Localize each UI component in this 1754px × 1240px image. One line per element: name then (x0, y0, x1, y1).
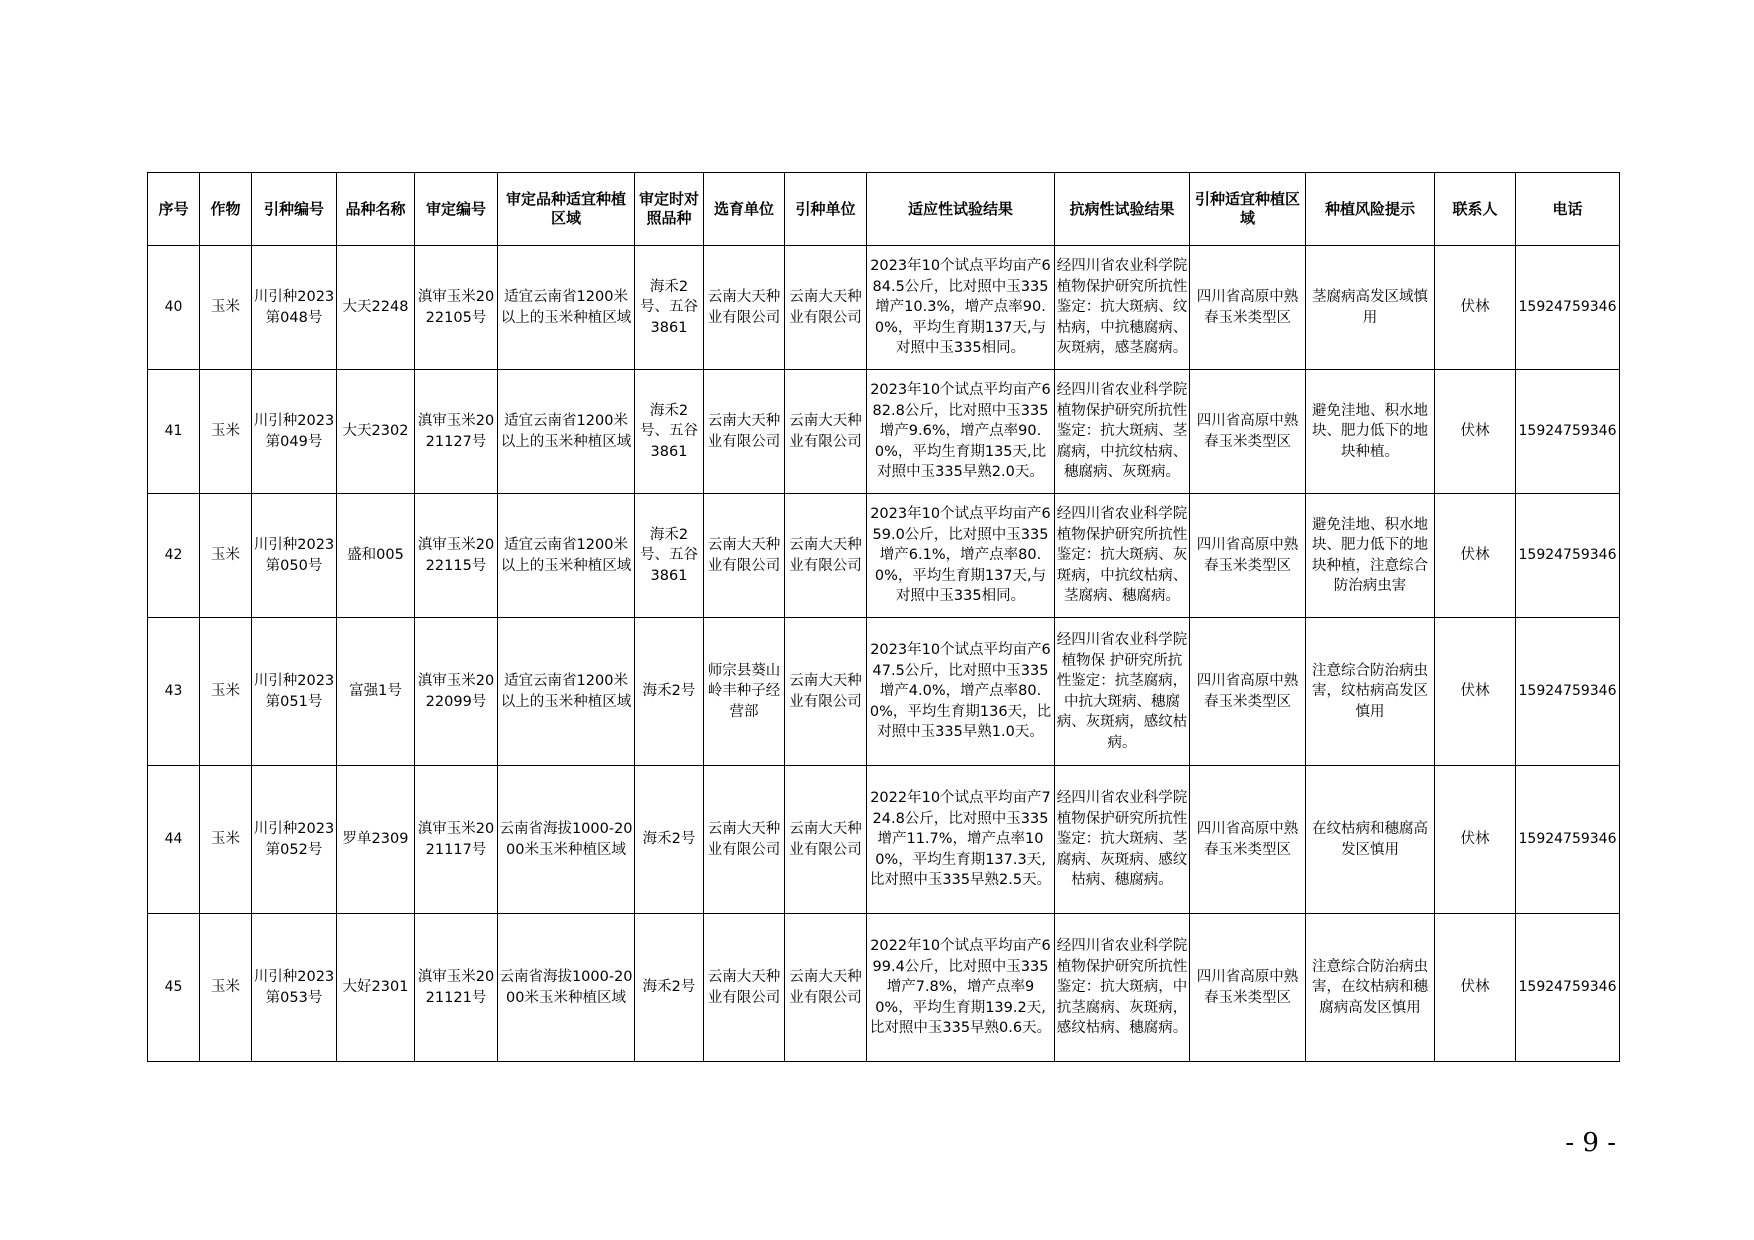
table-cell: 云南省海拔1000-2000米玉米种植区域 (498, 766, 635, 914)
table-cell: 四川省高原中熟春玉米类型区 (1190, 914, 1306, 1062)
table-cell: 滇审玉米2022105号 (415, 246, 498, 370)
table-cell: 经四川省农业科学院植物保护研究所抗性鉴定：抗大斑病，中抗茎腐病、灰斑病，感纹枯病、穗腐病。 (1055, 914, 1190, 1062)
table-cell: 茎腐病高发区域慎用 (1306, 246, 1435, 370)
column-header: 品种名称 (337, 173, 415, 246)
table-cell: 富强1号 (337, 618, 415, 766)
table-cell: 2022年10个试点平均亩产699.4公斤，比对照中玉335增产7.8%，增产点率90%，平均生育期139.2天,比对照中玉335早熟0.6天。 (867, 914, 1055, 1062)
column-header: 联系人 (1435, 173, 1516, 246)
table-cell: 滇审玉米2022115号 (415, 494, 498, 618)
table-cell: 44 (148, 766, 200, 914)
table-cell: 云南大天种业有限公司 (704, 914, 785, 1062)
table-cell: 玉米 (200, 618, 252, 766)
table-cell: 云南大天种业有限公司 (785, 370, 867, 494)
table-cell: 大天2302 (337, 370, 415, 494)
table-cell: 滇审玉米2021121号 (415, 914, 498, 1062)
column-header: 作物 (200, 173, 252, 246)
table-cell: 15924759346 (1516, 766, 1620, 914)
table-cell: 四川省高原中熟春玉米类型区 (1190, 246, 1306, 370)
table-cell: 云南大天种业有限公司 (704, 766, 785, 914)
table-cell: 滇审玉米2021117号 (415, 766, 498, 914)
table-cell: 伏林 (1435, 914, 1516, 1062)
table-cell: 适宜云南省1200米以上的玉米种植区域 (498, 494, 635, 618)
column-header: 适应性试验结果 (867, 173, 1055, 246)
table-cell: 40 (148, 246, 200, 370)
table-cell: 玉米 (200, 246, 252, 370)
table-row (148, 914, 1620, 1062)
table-row (148, 246, 1620, 370)
table-cell: 川引种2023第052号 (252, 766, 337, 914)
table-cell: 2023年10个试点平均亩产682.8公斤，比对照中玉335增产9.6%，增产点率90.0%，平均生育期135天,比对照中玉335早熟2.0天。 (867, 370, 1055, 494)
table-cell: 川引种2023第048号 (252, 246, 337, 370)
page-number: - 9 - (1565, 1128, 1616, 1158)
table-cell: 2023年10个试点平均亩产659.0公斤，比对照中玉335增产6.1%，增产点率80.0%，平均生育期137天,与对照中玉335相同。 (867, 494, 1055, 618)
table-cell: 伏林 (1435, 246, 1516, 370)
table-cell: 2023年10个试点平均亩产647.5公斤，比对照中玉335增产4.0%，增产点率80.0%，平均生育期136天，比对照中玉335早熟1.0天。 (867, 618, 1055, 766)
table-cell: 四川省高原中熟春玉米类型区 (1190, 494, 1306, 618)
table-cell: 云南大天种业有限公司 (785, 246, 867, 370)
table-cell: 大好2301 (337, 914, 415, 1062)
table-cell: 玉米 (200, 370, 252, 494)
column-header: 选育单位 (704, 173, 785, 246)
table-body (148, 246, 1620, 1062)
column-header: 引种适宜种植区域 (1190, 173, 1306, 246)
table-cell: 海禾2号、五谷3861 (635, 370, 704, 494)
table-cell: 大天2248 (337, 246, 415, 370)
table-cell: 避免洼地、积水地块、肥力低下的地块种植。 (1306, 370, 1435, 494)
table-row (148, 766, 1620, 914)
table-cell: 经四川省农业科学院植物保护研究所抗性鉴定：抗大斑病、茎腐病，中抗纹枯病、穗腐病、灰斑病。 (1055, 370, 1190, 494)
table-cell: 经四川省农业科学院植物保护研究所抗性鉴定：抗大斑病、茎腐病、灰斑病、感纹枯病、穗腐病。 (1055, 766, 1190, 914)
table-cell: 注意综合防治病虫害，在纹枯病和穗腐病高发区慎用 (1306, 914, 1435, 1062)
table-cell: 2023年10个试点平均亩产684.5公斤，比对照中玉335增产10.3%，增产点率90.0%，平均生育期137天,与对照中玉335相同。 (867, 246, 1055, 370)
table-cell: 云南大天种业有限公司 (785, 766, 867, 914)
column-header: 抗病性试验结果 (1055, 173, 1190, 246)
table-cell: 伏林 (1435, 766, 1516, 914)
table-cell: 伏林 (1435, 618, 1516, 766)
table-cell: 师宗县葵山岭丰种子经营部 (704, 618, 785, 766)
table-cell: 云南大天种业有限公司 (704, 370, 785, 494)
table-cell: 经四川省农业科学院植物保 护研究所抗性鉴定：抗茎腐病，中抗大斑病、穗腐病、灰斑病，感纹枯病。 (1055, 618, 1190, 766)
table-cell: 四川省高原中熟春玉米类型区 (1190, 618, 1306, 766)
table-cell: 滇审玉米2021127号 (415, 370, 498, 494)
table-cell: 川引种2023第050号 (252, 494, 337, 618)
table-cell: 避免洼地、积水地块、肥力低下的地块种植，注意综合防治病虫害 (1306, 494, 1435, 618)
table-cell: 玉米 (200, 494, 252, 618)
table-cell: 适宜云南省1200米以上的玉米种植区域 (498, 370, 635, 494)
column-header: 序号 (148, 173, 200, 246)
table-cell: 2022年10个试点平均亩产724.8公斤，比对照中玉335增产11.7%，增产点率100%，平均生育期137.3天,比对照中玉335早熟2.5天。 (867, 766, 1055, 914)
column-header: 审定时对照品种 (635, 173, 704, 246)
column-header: 种植风险提示 (1306, 173, 1435, 246)
table-cell: 15924759346 (1516, 914, 1620, 1062)
table-row (148, 618, 1620, 766)
table-cell: 玉米 (200, 914, 252, 1062)
table-cell: 15924759346 (1516, 246, 1620, 370)
table-cell: 42 (148, 494, 200, 618)
table-cell: 适宜云南省1200米以上的玉米种植区域 (498, 618, 635, 766)
table-cell: 适宜云南省1200米以上的玉米种植区域 (498, 246, 635, 370)
table-cell: 云南省海拔1000-2000米玉米种植区域 (498, 914, 635, 1062)
table-cell: 43 (148, 618, 200, 766)
table-cell: 15924759346 (1516, 494, 1620, 618)
table-cell: 45 (148, 914, 200, 1062)
table-cell: 四川省高原中熟春玉米类型区 (1190, 370, 1306, 494)
table-cell: 海禾2号、五谷3861 (635, 494, 704, 618)
table-cell: 云南大天种业有限公司 (785, 494, 867, 618)
column-header: 引种编号 (252, 173, 337, 246)
table-cell: 经四川省农业科学院植物保护研究所抗性鉴定：抗大斑病、纹枯病，中抗穗腐病、灰斑病，感茎腐病。 (1055, 246, 1190, 370)
table-cell: 15924759346 (1516, 618, 1620, 766)
table-cell: 经四川省农业科学院植物保护研究所抗性鉴定：抗大斑病、灰斑病，中抗纹枯病、茎腐病、穗腐病。 (1055, 494, 1190, 618)
table-cell: 云南大天种业有限公司 (785, 618, 867, 766)
table-cell: 伏林 (1435, 370, 1516, 494)
table-cell: 四川省高原中熟春玉米类型区 (1190, 766, 1306, 914)
table-cell: 云南大天种业有限公司 (704, 246, 785, 370)
column-header: 电话 (1516, 173, 1620, 246)
table-cell: 伏林 (1435, 494, 1516, 618)
table-cell: 盛和005 (337, 494, 415, 618)
table-cell: 海禾2号、五谷3861 (635, 246, 704, 370)
table-cell: 川引种2023第053号 (252, 914, 337, 1062)
table-cell: 罗单2309 (337, 766, 415, 914)
table-cell: 41 (148, 370, 200, 494)
variety-table (147, 172, 1620, 1062)
header-row (148, 173, 1620, 246)
table-cell: 在纹枯病和穗腐高发区慎用 (1306, 766, 1435, 914)
table-cell: 云南大天种业有限公司 (785, 914, 867, 1062)
table-cell: 玉米 (200, 766, 252, 914)
table-cell: 注意综合防治病虫害，纹枯病高发区慎用 (1306, 618, 1435, 766)
table-cell: 川引种2023第051号 (252, 618, 337, 766)
column-header: 引种单位 (785, 173, 867, 246)
column-header: 审定品种适宜种植区域 (498, 173, 635, 246)
table-cell: 云南大天种业有限公司 (704, 494, 785, 618)
table-cell: 海禾2号 (635, 914, 704, 1062)
table-cell: 滇审玉米2022099号 (415, 618, 498, 766)
table-header (148, 173, 1620, 246)
table-cell: 海禾2号 (635, 618, 704, 766)
column-header: 审定编号 (415, 173, 498, 246)
table-cell: 川引种2023第049号 (252, 370, 337, 494)
table-cell: 15924759346 (1516, 370, 1620, 494)
table-row (148, 494, 1620, 618)
table-cell: 海禾2号 (635, 766, 704, 914)
table-row (148, 370, 1620, 494)
